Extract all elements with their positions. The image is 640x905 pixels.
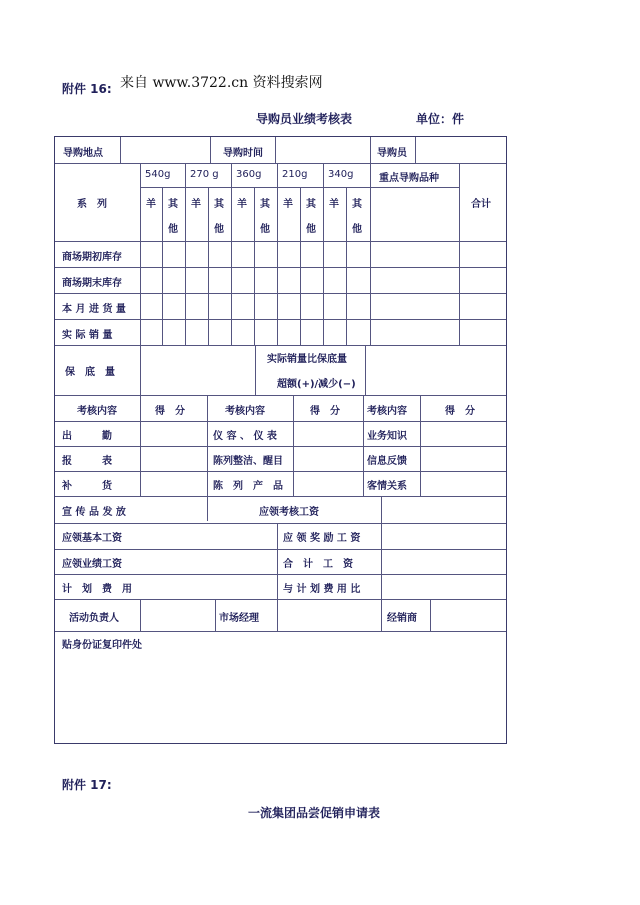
eval-score-label: 得 分 — [310, 406, 340, 417]
time-label: 导购时间 — [223, 148, 263, 159]
row-line — [55, 163, 506, 164]
plan-ratio-label: 与 计 划 费 用 比 — [283, 584, 361, 595]
perf-wage-label: 应领业绩工资 — [62, 559, 122, 570]
col-line — [323, 163, 324, 345]
annex-16-label: 附件 16: — [62, 82, 112, 96]
eval-item: 客情关系 — [367, 481, 407, 492]
row-line — [55, 496, 506, 497]
sub-yang: 羊 — [191, 199, 201, 210]
base-label: 保 底 量 — [65, 367, 115, 378]
col-line — [120, 137, 121, 163]
col-line — [162, 187, 163, 345]
sub-yang: 羊 — [329, 199, 339, 210]
eval-item: 报 表 — [62, 456, 112, 467]
sub-yang: 羊 — [283, 199, 293, 210]
col-line — [381, 496, 382, 523]
row-line — [55, 395, 506, 396]
col-line — [277, 163, 278, 345]
annex-17-title: 一流集团品尝促销申请表 — [248, 806, 381, 820]
col-line — [346, 187, 347, 345]
row-line — [55, 523, 506, 524]
sub-ta: 他 — [260, 224, 270, 235]
spec-label: 210g — [282, 169, 308, 180]
row-label: 本 月 进 货 量 — [62, 304, 126, 315]
col-line — [430, 599, 431, 631]
sub-ta: 他 — [352, 224, 362, 235]
spec-label: 360g — [236, 169, 262, 180]
col-line — [381, 599, 382, 631]
eval-item: 业务知识 — [367, 431, 407, 442]
guide-label: 导购员 — [377, 148, 407, 159]
col-line — [207, 395, 208, 521]
row-line — [55, 241, 506, 242]
row-label: 商场期末库存 — [62, 278, 122, 289]
id-copy-label: 贴身份证复印件处 — [62, 640, 142, 651]
form-title: 导购员业绩考核表 — [256, 112, 353, 126]
row-line — [55, 631, 506, 632]
sub-ta: 他 — [306, 224, 316, 235]
evaluation-form — [54, 136, 507, 744]
row-line — [140, 187, 370, 188]
manager-label: 活动负责人 — [69, 613, 119, 624]
col-line — [381, 523, 382, 599]
bonus-wage-label: 应 领 奖 励 工 资 — [283, 533, 361, 544]
eval-item: 仪 容 、 仪 表 — [213, 431, 277, 442]
col-line — [140, 163, 141, 345]
col-line — [370, 137, 371, 163]
unit-label: 单位：件 — [416, 112, 465, 126]
promo-label: 宣 传 品 发 放 — [62, 507, 126, 518]
base-wage-label: 应领基本工资 — [62, 533, 122, 544]
plan-cost-label: 计 划 费 用 — [62, 584, 132, 595]
col-line — [420, 395, 421, 496]
sub-qi: 其 — [168, 199, 178, 210]
sub-qi: 其 — [214, 199, 224, 210]
market-manager-label: 市场经理 — [219, 613, 259, 624]
col-line — [275, 137, 276, 163]
col-line — [365, 345, 366, 395]
total-label: 合计 — [471, 199, 491, 210]
col-line — [459, 163, 460, 345]
col-line — [185, 163, 186, 345]
assessed-wage-label: 应领考核工资 — [259, 507, 319, 518]
col-line — [140, 345, 141, 395]
sub-qi: 其 — [260, 199, 270, 210]
row-line — [370, 187, 459, 188]
row-line — [55, 345, 506, 346]
sub-ta: 他 — [214, 224, 224, 235]
sub-ta: 他 — [168, 224, 178, 235]
eval-item: 补 货 — [62, 481, 112, 492]
base-compare-label: 实际销量比保底量 — [267, 354, 347, 365]
row-line — [55, 319, 506, 320]
row-line — [55, 471, 506, 472]
col-line — [370, 163, 371, 345]
eval-content-label: 考核内容 — [367, 406, 407, 417]
spec-label: 270 g — [190, 169, 219, 180]
spec-label: 540g — [145, 169, 171, 180]
base-delta-label: 超额(+)/减少(−) — [277, 379, 356, 390]
row-line — [55, 599, 506, 600]
row-label: 实 际 销 量 — [62, 330, 113, 341]
col-line — [255, 345, 256, 395]
sub-yang: 羊 — [237, 199, 247, 210]
key-variety-label: 重点导购品种 — [379, 173, 439, 184]
row-label: 商场期初库存 — [62, 252, 122, 263]
sub-yang: 羊 — [146, 199, 156, 210]
col-line — [231, 163, 232, 345]
annex-17-label: 附件 17: — [62, 778, 112, 792]
col-line — [208, 187, 209, 345]
source-watermark: 来自 www.3722.cn 资料搜索网 — [120, 75, 323, 91]
row-line — [55, 421, 506, 422]
spec-label: 340g — [328, 169, 354, 180]
col-line — [277, 523, 278, 599]
col-line — [210, 137, 211, 163]
row-line — [55, 446, 506, 447]
eval-item: 信息反馈 — [367, 456, 407, 467]
eval-item: 出 勤 — [62, 431, 112, 442]
col-line — [254, 187, 255, 345]
eval-score-label: 得 分 — [155, 406, 185, 417]
total-wage-label: 合 计 工 资 — [283, 559, 353, 570]
col-line — [293, 395, 294, 496]
series-label: 系 列 — [77, 199, 107, 210]
eval-content-label: 考核内容 — [77, 406, 117, 417]
col-line — [140, 395, 141, 496]
col-line — [277, 599, 278, 631]
row-line — [55, 267, 506, 268]
col-line — [215, 599, 216, 631]
row-line — [55, 549, 506, 550]
eval-score-label: 得 分 — [445, 406, 475, 417]
col-line — [300, 187, 301, 345]
location-label: 导购地点 — [63, 148, 103, 159]
dealer-label: 经销商 — [387, 613, 417, 624]
eval-item: 陈列整洁、醒目 — [213, 456, 283, 467]
col-line — [415, 137, 416, 163]
col-line — [140, 599, 141, 631]
eval-item: 陈 列 产 品 — [213, 481, 283, 492]
sub-qi: 其 — [352, 199, 362, 210]
sub-qi: 其 — [306, 199, 316, 210]
row-line — [55, 293, 506, 294]
col-line — [363, 395, 364, 496]
row-line — [55, 574, 506, 575]
eval-content-label: 考核内容 — [225, 406, 265, 417]
